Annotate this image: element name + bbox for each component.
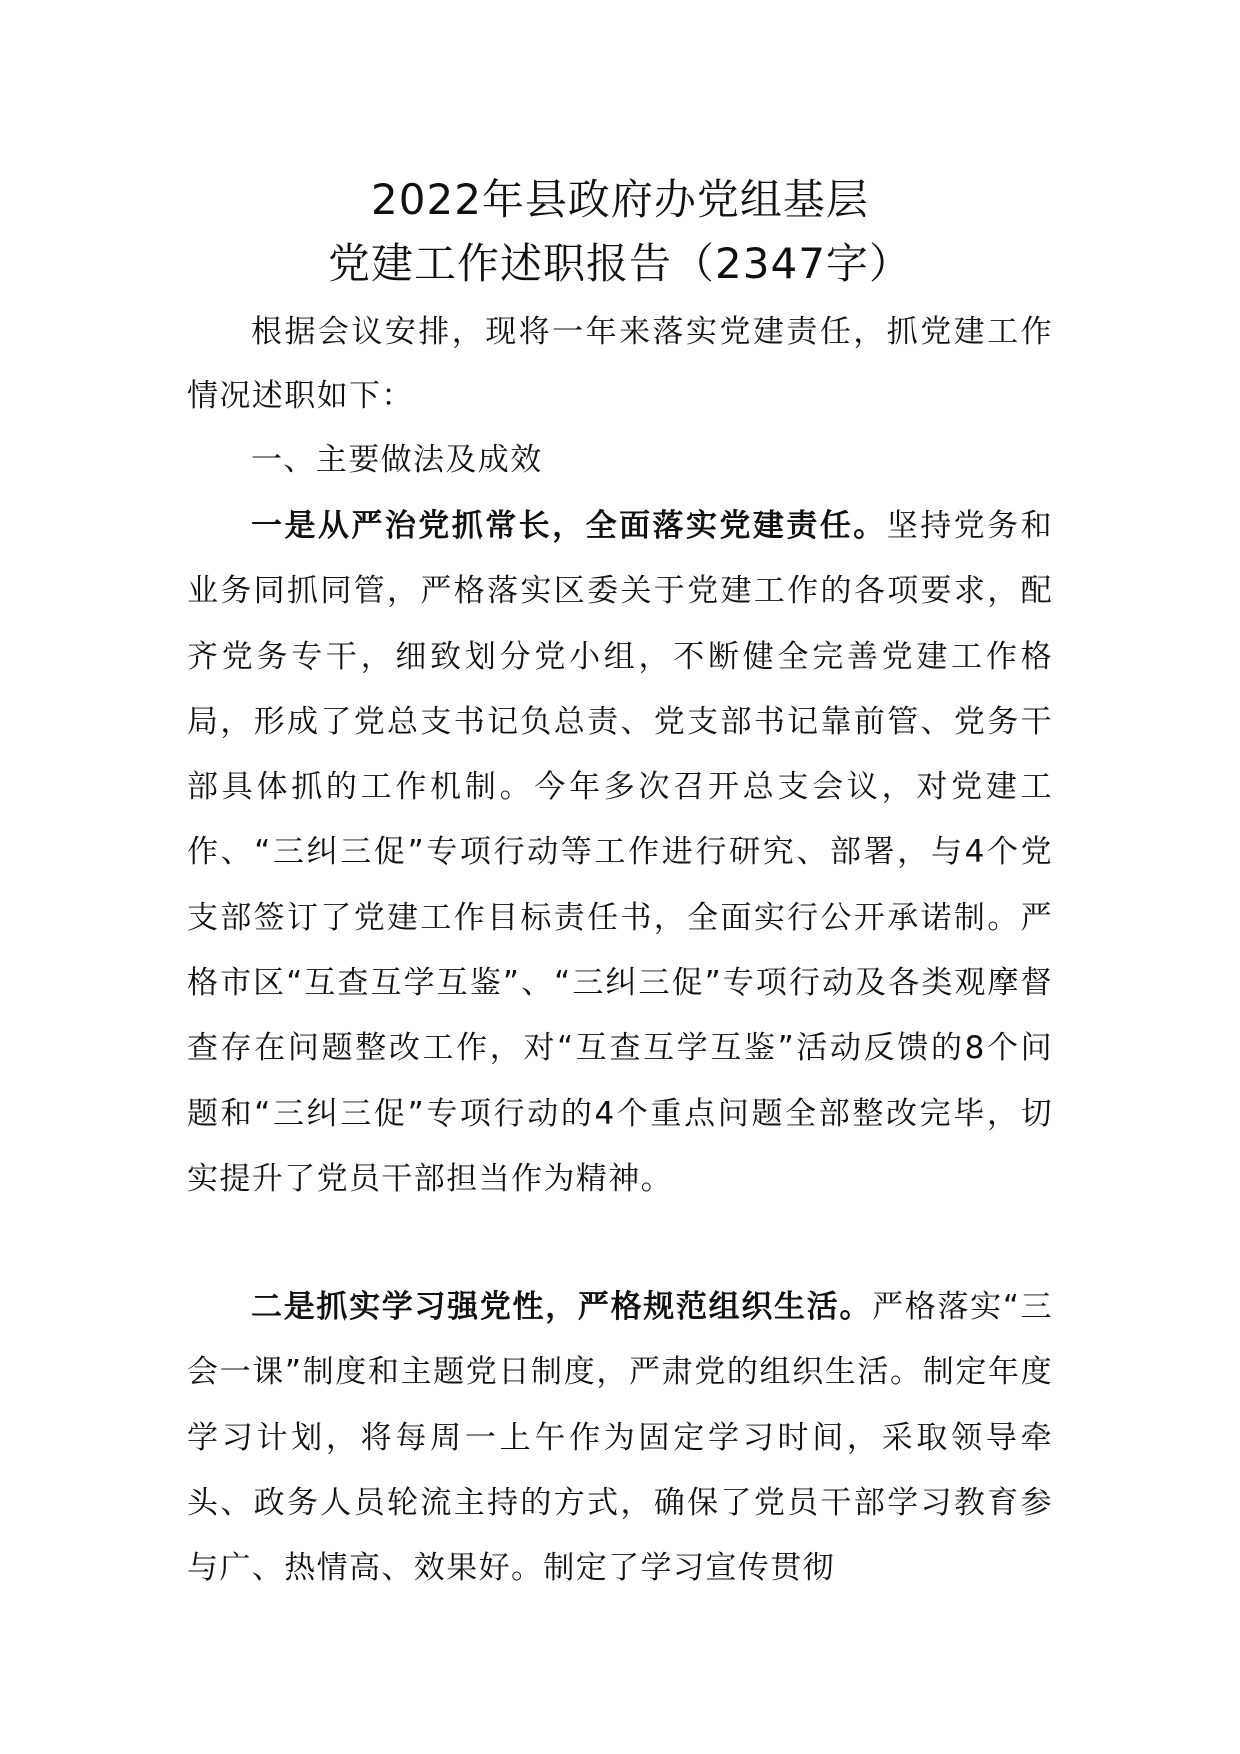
intro-paragraph: 根据会议安排，现将一年来落实党建责任，抓党建工作情况述职如下： [187,314,1053,414]
document-title-line-1: 2022年县政府办党组基层 [371,175,869,224]
document-title-line-2: 党建工作述职报告（2347字） [328,239,912,288]
paragraph-1-lead: 一是从严治党抓常长，全面落实党建责任。 [251,508,887,544]
paragraph-2-lead: 二是抓实学习强党性，严格规范组织生活。 [251,1289,873,1325]
paragraph-1 [187,494,1053,1212]
paragraph-2-text: 严格落实“三会一课”制度和主题党日制度，严肃党的组织生活。制定年度学习计划，将每周一上午作为固定学习时间，采取领导牵头、政务人员轮流主持的方式，确保了党员干部学习教育参与广、热情高、效果好。制定了学习宣传贯彻 [187,1289,1053,1587]
section-heading: 一、主要做法及成效 [251,442,543,478]
paragraph-1-text: 坚持党务和业务同抓同管，严格落实区委关于党建工作的各项要求，配齐党务专干，细致划分党小组，不断健全完善党建工作格局，形成了党总支书记负总责、党支部书记靠前管、党务干部具体抓的工作机制。今年多次召开总支会议，对党建工作、“三纠三促”专项行动等工作进行研究、部署，与4个党支部签订了党建工作目标责任书，全面实行公开承诺制。严格市区“互查互学互鉴”、“三纠三促”专项行动及各类观摩督查存在问题整改工作，对“互查互学互鉴”活动反馈的8个问题和“三纠三促”专项行动的4个重点问题全部整改完毕，切实提升了党员干部担当作为精神。 [187,508,1053,1197]
paragraph-2 [187,1275,1053,1601]
